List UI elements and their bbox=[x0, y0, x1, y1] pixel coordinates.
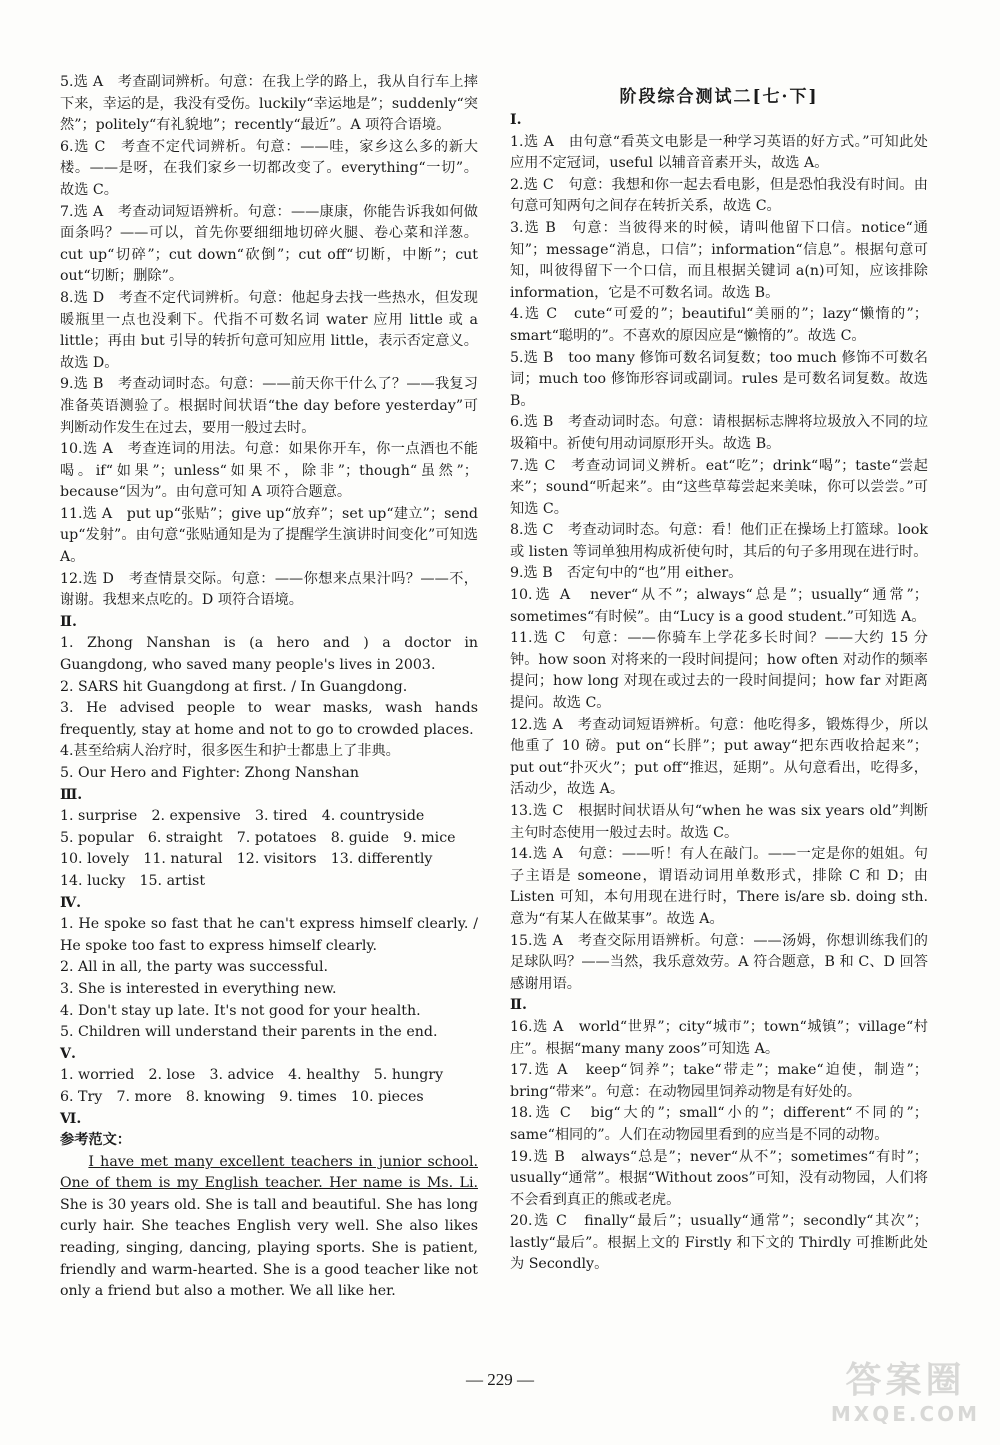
answer-item: 20.选 C finally“最后”；usually“通常”；secondly“其次”；lastly“最后”。根据上文的 Firstly 和下文的 Thirdly 可推断此处为 Secondly。 bbox=[510, 1213, 928, 1273]
answer-item: 1.选 A 由句意“看英文电影是一种学习英语的好方式。”可知此处应用不定冠词，useful 以辅音音素开头，故选 A。 bbox=[510, 133, 928, 172]
answer-item: 8.选 C 考查动词时态。句意：看！他们正在操场上打篮球。look 或 listen 等词单独用构成祈使句时，其后的句子多用现在进行时。 bbox=[510, 522, 928, 560]
answer-item: 5. Our Hero and Fighter: Zhong Nanshan bbox=[60, 765, 359, 781]
section-label-2: Ⅱ. bbox=[60, 613, 77, 630]
answer-item: 7.选 C 考查动词词义辨析。eat“吃”；drink“喝”；taste“尝起来”；sound“听起来”。由“这些草莓尝起来美味，你可以尝尝。”可知选 C。 bbox=[510, 457, 928, 517]
section-title: 阶段综合测试二[七·下] bbox=[619, 87, 819, 107]
answer-item: 13.选 C 根据时间状语从句“when he was six years old”判断主句时态使用一般过去时。故选 C。 bbox=[510, 803, 928, 841]
answer-item: 11.选 A put up“张贴”；give up“放弃”；set up“建立”；send up“发射”。由句意“张贴通知是为了提醒学生演讲时间变化”可知选 A。 bbox=[60, 505, 478, 566]
sample-essay-underlined: I have met many excellent teachers in junior school. One of them is my English teacher. Her name is Ms. Li. bbox=[60, 1153, 478, 1192]
answer-item: 6. Try 7. more 8. knowing 9. times 10. pieces bbox=[60, 1088, 424, 1105]
watermark-line2: MXQE.COM bbox=[830, 1402, 981, 1426]
section-label-5: Ⅴ. bbox=[60, 1045, 76, 1062]
sample-essay bbox=[60, 1152, 478, 1303]
answer-item: 16.选 A world“世界”；city“城市”；town“城镇”；village“村庄”。根据“many many zoos”可知选 A。 bbox=[510, 1018, 928, 1057]
section-label-4: Ⅳ. bbox=[60, 894, 82, 911]
answer-item: 2.选 C 句意：我想和你一起去看电影，但是恐怕我没有时间。由句意可知两句之间存在转折关系，故选 C。 bbox=[510, 176, 928, 215]
watermark-line1: 答案圈 bbox=[845, 1360, 966, 1401]
answer-item: 4.甚至给病人治疗时，很多医生和护士都患上了非典。 bbox=[60, 743, 400, 760]
answer-item: 11.选 C 句意：——你骑车上学花多长时间？——大约 15 分钟。how soon 对将来的一段时间提问；how often 对动作的频率提问；how long 对现在或过去的一段时间提问；how far 对距离提问。故选 C。 bbox=[510, 630, 928, 712]
answer-item: 1. surprise 2. expensive 3. tired 4. countryside bbox=[60, 808, 425, 825]
answer-item: 10.选 A 考查连词的用法。句意：如果你开车，你一点酒也不能喝。if“如果”；unless“如果不，除非”；though“虽然”；because“因为”。由句意可知 A 项符合题意。 bbox=[60, 441, 478, 501]
answer-item: 5. Children will understand their parents in the end. bbox=[60, 1024, 438, 1041]
left-column bbox=[60, 72, 478, 1303]
answer-item: 18.选 C big“大的”；small“小的”；different“不同的”；same“相同的”。人们在动物园里看到的应当是不同的动物。 bbox=[510, 1105, 928, 1143]
sample-essay-rest: She is 30 years old. She is tall and beautiful. She has long curly hair. She teaches English very well. She also likes reading, singing, dancing, playing sports. She is patient, friendly and warm-hearted. She is a good teacher like not only a friend but also a mother. We all like her. bbox=[60, 1196, 479, 1300]
right-column bbox=[510, 72, 928, 1276]
answer-item: 4. Don't stay up late. It's not good for your health. bbox=[60, 1002, 421, 1019]
answer-item: 10.选 A never“从不”；always“总是”；usually“通常”；sometimes“有时候”。由“Lucy is a good student.”可知选 A。 bbox=[510, 587, 928, 625]
answer-item: 6.选 B 考查动词时态。句意：请根据标志牌将垃圾放入不同的垃圾箱中。祈使句用动词原形开头。故选 B。 bbox=[510, 414, 928, 452]
answer-item: 3. He advised people to wear masks, wash hands frequently, stay at home and not to go to crowded places. bbox=[60, 700, 478, 738]
answer-item: 3. She is interested in everything new. bbox=[60, 980, 337, 997]
section-label-2: Ⅱ. bbox=[510, 997, 527, 1014]
answer-item: 10. lovely 11. natural 12. visitors 13. differently bbox=[60, 851, 433, 868]
answer-item: 6.选 C 考查不定代词辨析。句意：——哇，家乡这么多的新大楼。——是呀，在我们家乡一切都改变了。everything“一切”。故选 C。 bbox=[60, 138, 478, 198]
answer-item: 1. worried 2. lose 3. advice 4. healthy 5. hungry bbox=[60, 1067, 444, 1084]
section-label-6: Ⅵ. bbox=[60, 1110, 82, 1127]
section-label-3: Ⅲ. bbox=[60, 786, 83, 803]
watermark-logo bbox=[818, 1360, 993, 1440]
answer-item: 19.选 B always“总是”；never“从不”；sometimes“有时”；usually“通常”。根据“Without zoos”可知，没有动物园，人们将不会看到真正的熊或老虎。 bbox=[510, 1148, 928, 1208]
answer-item: 2. SARS hit Guangdong at first. / In Guangdong. bbox=[60, 678, 408, 695]
answer-item: 8.选 D 考查不定代词辨析。句意：他起身去找一些热水，但发现暖瓶里一点也没剩下。代指不可数名词 water 应用 little 或 a little；再由 but 引导的转折句意可知应用 little，表示否定意义。故选 D。 bbox=[60, 289, 478, 371]
answer-item: 3.选 B 句意：当彼得来的时候，请叫他留下口信。notice“通知”；message“消息，口信”；information“信息”。根据句意可知，叫彼得留下一个口信，而且根据关键词 a(n)可知，应该排除 information，它是不可数名词。故选 B。 bbox=[510, 219, 928, 301]
answer-item: 9.选 B 否定句中的“也”用 either。 bbox=[510, 565, 743, 582]
page-number: — 229 — bbox=[466, 1370, 534, 1389]
answer-item: 5.选 B too many 修饰可数名词复数；too much 修饰不可数名词；much too 修饰形容词或副词。rules 是可数名词复数。故选 B。 bbox=[510, 349, 928, 409]
answer-item: 5.选 A 考查副词辨析。句意：在我上学的路上，我从自行车上摔下来，幸运的是，我没有受伤。luckily“幸运地是”；suddenly“突然”；politely“有礼貌地”；recently“最近”。A 项符合语境。 bbox=[60, 74, 478, 134]
answer-item: 12.选 A 考查动词短语辨析。句意：他吃得多，锻炼得少，所以他重了 10 磅。put on“长胖”；put away“把东西收拾起来”；put out“扑灭火”；put off“推迟，延期”。从句意看出，吃得多，活动少，故选 A。 bbox=[510, 716, 928, 798]
answer-item: 14.选 A 句意：——听！有人在敲门。——一定是你的姐姐。句子主语是 someone，谓语动词用单数形式，排除 C 和 D；由 Listen 可知，本句用现在进行时，There is/are sb. doing sth. 意为“有某人在做某事”。故选 A。 bbox=[510, 846, 928, 927]
answer-item: 7.选 A 考查动词短语辨析。句意：——康康，你能告诉我如何做面条吗？——可以，首先你要细细地切碎火腿、卷心菜和洋葱。cut up“切碎”；cut down“砍倒”；cut off“切断，中断”；cut out“切断；删除”。 bbox=[60, 203, 478, 285]
answer-item: 1. Zhong Nanshan is (a hero and ) a doctor in Guangdong, who saved many people's lives in 2003. bbox=[60, 635, 478, 674]
section-label-1: Ⅰ. bbox=[510, 112, 522, 128]
answer-item: 2. All in all, the party was successful. bbox=[60, 959, 329, 976]
answer-item: 14. lucky 15. artist bbox=[60, 872, 206, 889]
answer-item: 5. popular 6. straight 7. potatoes 8. guide 9. mice bbox=[60, 829, 456, 846]
answer-item: 9.选 B 考查动词时态。句意：——前天你干什么了？——我复习准备英语测验了。根据时间状语“the day before yesterday”可判断动作发生在过去，要用一般过去时。 bbox=[60, 376, 478, 436]
answer-item: 17.选 A keep“饲养”；take“带走”；make“迫使，制造”；bring“带来”。句意：在动物园里饲养动物是有好处的。 bbox=[510, 1062, 928, 1100]
answer-item: 1. He spoke so fast that he can't express himself clearly. / He spoke too fast to express himself clearly. bbox=[60, 916, 478, 954]
answer-item: 15.选 A 考查交际用语辨析。句意：——汤姆，你想训练我们的足球队吗？——当然，我乐意效劳。A 符合题意，B 和 C、D 回答感谢用语。 bbox=[510, 932, 928, 992]
answer-item: 4.选 C cute“可爱的”；beautiful“美丽的”；lazy“懒惰的”；smart“聪明的”。不喜欢的原因应是“懒惰的”。故选 C。 bbox=[510, 306, 928, 344]
answer-item: 12.选 D 考查情景交际。句意：——你想来点果汁吗？——不，谢谢。我想来点吃的。D 项符合语境。 bbox=[60, 570, 478, 609]
sample-essay-label: 参考范文： bbox=[60, 1132, 131, 1149]
